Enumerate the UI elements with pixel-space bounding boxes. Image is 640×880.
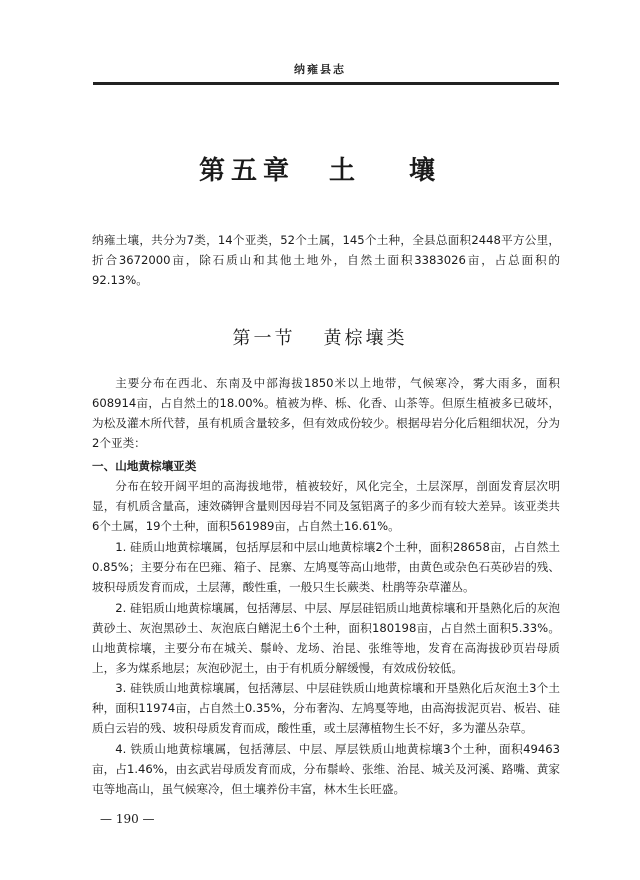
page-number: — 190 — xyxy=(100,812,155,826)
subsection-title: 一、山地黄棕壤亚类 xyxy=(92,459,197,473)
section-name: 黄棕壤类 xyxy=(323,328,408,349)
chapter-number: 第五章 xyxy=(198,156,295,186)
list-item: 4. 铁质山地黄棕壤属，包括薄层、中层、厚层铁质山地黄棕壤3个土种，面积49463亩，占1.46%，由玄武岩母质发育而成，分布鬃岭、张维、治昆、城关及河溪、路嘴、黄家屯等地高山，虽气候寒冷，但土壤养份丰富，林木生长旺盛。 xyxy=(92,742,560,796)
intro-paragraph: 纳雍土壤，共分为7类，14个亚类，52个土属，145个土种，全县总面积2448平方公里，折合3672000亩，除石质山和其他土地外，自然土面积3383026亩，占总面积的92.13%。 xyxy=(92,233,560,287)
chapter-title xyxy=(0,150,640,187)
list-item: 1. 硅质山地黄棕壤属，包括厚层和中层山地黄棕壤2个土种，面积28658亩，占自然土0.85%；主要分布在巴雍、箱子、昆寨、左鸠戛等高山地带，由黄色或杂色石英砂岩的残、坡积母质发育而成，土层薄，酸性重，一般只生长蕨类、杜鹃等杂草灌丛。 xyxy=(92,540,560,594)
section-paragraph: 主要分布在西北、东南及中部海拔1850米以上地带，气候寒冷，雾大雨多，面积608914亩，占自然土的18.00%。植被为桦、栎、化香、山茶等。但原生植被多已破坏，为松及灌木所代替，虽有机质含量较多，但有效成份较少。根据母岩分化后粗细状况，分为2个亚类： xyxy=(92,376,560,450)
section-title xyxy=(0,324,640,350)
header-rule xyxy=(93,82,559,85)
running-header: 纳雍县志 xyxy=(294,63,346,76)
list-item: 3. 硅铁质山地黄棕壤属，包括薄层、中层硅铁质山地黄棕壤和开垦熟化后灰泡土3个土种，面积11974亩，占自然土0.35%，分布奢沟、左鸠戛等地，由高海拔泥页岩、板岩、硅质白云岩的残、坡积母质发育而成，酸性重，或土层薄植物生长不好，多为灌丛杂草。 xyxy=(92,681,560,735)
list-item: 2. 硅铝质山地黄棕壤属，包括薄层、中层、厚层硅铝质山地黄棕壤和开垦熟化后的灰泡黄砂土、灰泡黑砂土、灰泡底白鳝泥土6个土种，面积180198亩，占自然土面积5.33%。山地黄棕壤，主要分布在城关、鬃岭、龙场、治昆、张维等地，发育在高海拔砂页岩母质上，多为煤系地层；灰泡砂泥土，由于有机质分解缓慢，有效成份较低。 xyxy=(92,601,560,675)
chapter-title-part-1: 土 xyxy=(328,156,361,186)
chapter-title-part-2: 壤 xyxy=(409,156,442,186)
section-number: 第一节 xyxy=(232,328,296,349)
subsection-paragraph: 分布在较开阔平坦的高海拔地带，植被较好，风化完全，土层深厚，剖面发育层次明显，有机质含量高，速效磷钾含量则因母岩不同及氢铝离子的多少而有较大差异。该亚类共6个土属，19个土种，面积561989亩，占自然土16.61%。 xyxy=(92,479,560,533)
